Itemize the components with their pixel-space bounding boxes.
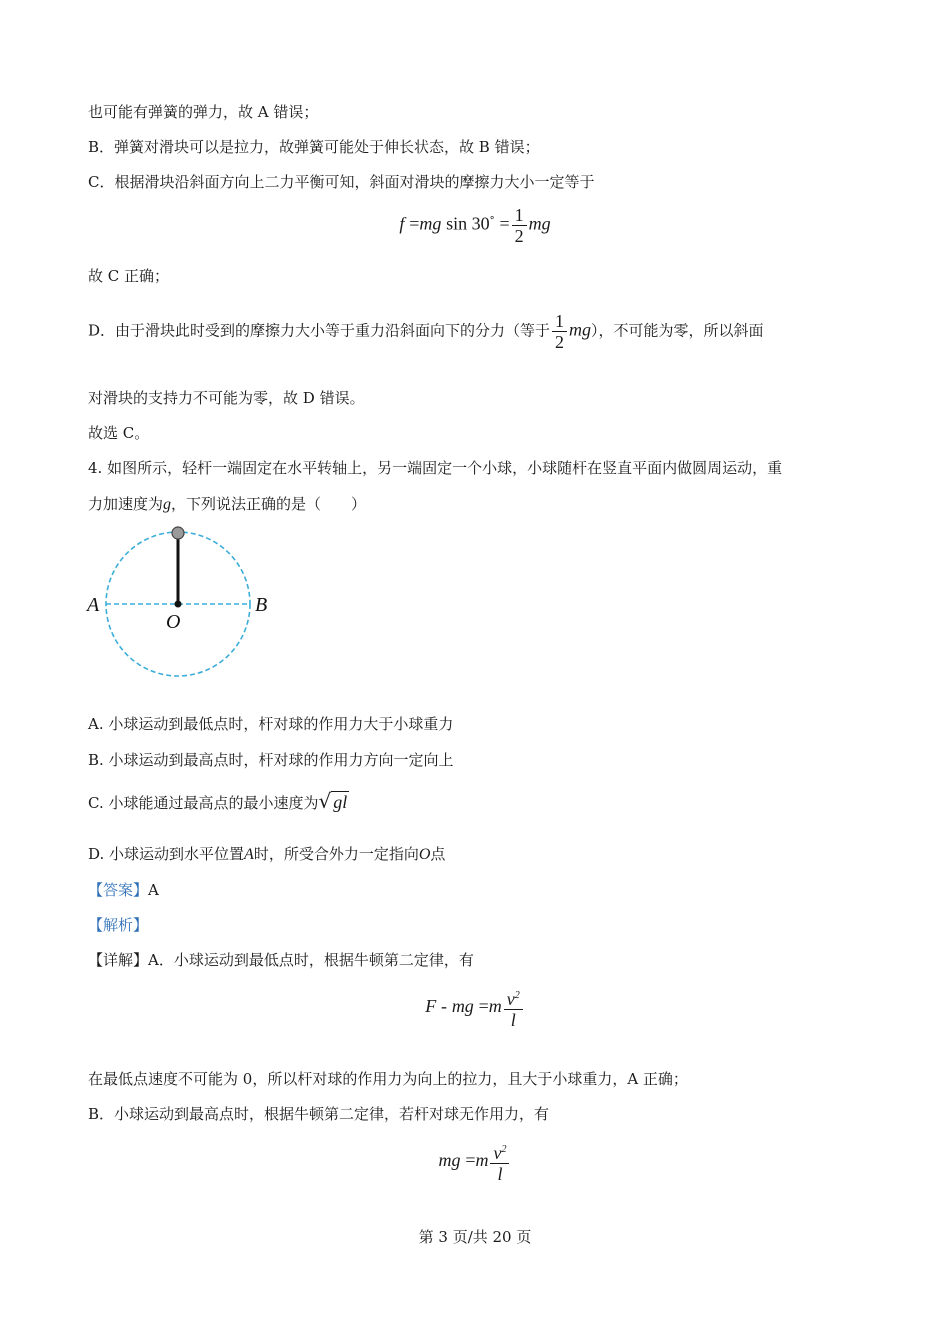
option-d: D. 小球运动到水平位置A时，所受合外力一定指向O点 (88, 845, 446, 863)
question-4-stem: 4. 如图所示，轻杆一端固定在水平转轴上，另一端固定一个小球，小球随杆在竖直平面内做圆周运动，重 (88, 459, 783, 477)
label-b: B (255, 594, 268, 616)
option-a: A. 小球运动到最低点时，杆对球的作用力大于小球重力 (88, 715, 454, 733)
detail-line: 【详解】A．小球运动到最低点时，根据牛顿第二定律，有 (88, 951, 474, 969)
circular-motion-figure (80, 522, 290, 687)
text-line: C．根据滑块沿斜面方向上二力平衡可知，斜面对滑块的摩擦力大小一定等于 (88, 173, 595, 191)
answer: 【答案】A (88, 881, 159, 899)
option-b: B. 小球运动到最高点时，杆对球的作用力方向一定向上 (88, 751, 454, 769)
text-line: 在最低点速度不可能为 0，所以杆对球的作用力为向上的拉力，且大于小球重力，A 正确； (88, 1070, 688, 1088)
text-line: B．小球运动到最高点时，根据牛顿第二定律，若杆对球无作用力，有 (88, 1105, 550, 1123)
text-line: 也可能有弹簧的弹力，故 A 错误； (88, 103, 319, 121)
page-footer: 第 3 页/共 20 页 (418, 1228, 532, 1246)
axis-point (175, 601, 182, 608)
label-a: A (87, 594, 100, 616)
label-o: O (166, 611, 181, 633)
equation-friction: f =mg sin 30° = $\frac{1}{2}$ mg (399, 205, 551, 246)
text-line: 对滑块的支持力不可能为零，故 D 错误。 (88, 389, 365, 407)
equation-highest-point: mg =m $\frac{v^2}{l}$ (0, 1140, 950, 1184)
ball (172, 527, 184, 539)
text-line: 故 C 正确； (88, 267, 170, 285)
text-line-d: D．由于滑块此时受到的摩擦力大小等于重力沿斜面向下的分力（等于 $\frac{1}{2}$ mg），不可能为零，所以斜面 (88, 311, 764, 352)
text-line: B．弹簧对滑块可以是拉力，故弹簧可能处于伸长状态，故 B 错误； (88, 138, 540, 156)
text-line: 故选 C。 (88, 424, 150, 442)
equation-lowest-point: F - mg =m $\frac{v^2}{l}$ (0, 986, 950, 1030)
option-c: C. 小球能通过最高点的最小速度为√ gl (88, 789, 348, 813)
analysis-heading: 【解析】 (88, 916, 149, 934)
question-4-stem-2: 力加速度为g，下列说法正确的是（ ） (88, 495, 367, 513)
